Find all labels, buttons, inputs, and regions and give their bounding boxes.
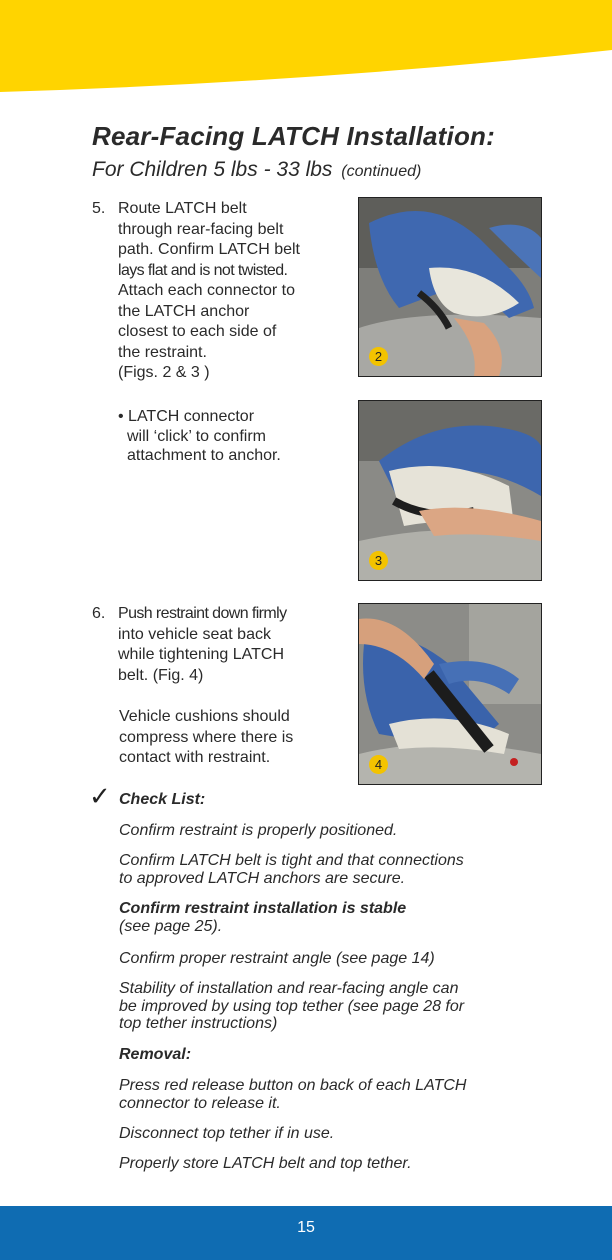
checklist-line: Confirm LATCH belt is tight and that connections (119, 852, 464, 869)
figure-3-badge: 3 (369, 551, 388, 570)
checklist-line: Stability of installation and rear-facing angle can (119, 980, 459, 997)
step-5-text (118, 199, 338, 384)
step-6-line: belt. (Fig. 4) (118, 666, 204, 684)
footer-bar (0, 1206, 612, 1260)
step-6-note (119, 707, 293, 769)
page-title: Rear-Facing LATCH Installation: (92, 121, 495, 151)
page-subtitle (92, 158, 421, 182)
figure-4-badge: 4 (369, 755, 388, 774)
checklist-item (119, 950, 549, 968)
figure-2-illustration (359, 198, 541, 376)
step-5-line: Route LATCH belt (118, 200, 247, 217)
figure-2-badge: 2 (369, 347, 388, 366)
step-5-line: through rear-facing belt (118, 220, 284, 238)
checklist-item (119, 980, 549, 1033)
checklist-line: (see page 25). (119, 917, 223, 935)
step-6-line: Push restraint down firmly (118, 605, 287, 622)
step-5-line: (Figs. 2 & 3 ) (118, 364, 210, 381)
step-5-line: path. Confirm LATCH belt (118, 241, 300, 258)
step-6-line: into vehicle seat back (118, 625, 271, 643)
removal-item (119, 1155, 549, 1173)
removal-line: Press red release button on back of each LATCH (119, 1077, 467, 1094)
checklist-item (119, 822, 549, 840)
removal-title-text: Removal: (119, 1046, 192, 1063)
step-5-number: 5. (92, 200, 106, 217)
checklist-line: top tether instructions) (119, 1015, 278, 1032)
note-line: contact with restraint. (119, 749, 271, 766)
step-5-bullet (118, 407, 281, 466)
checklist-line: be improved by using top tether (see page 28 for (119, 997, 465, 1015)
page-number: 15 (297, 1219, 315, 1236)
top-banner (0, 0, 612, 100)
checklist-line: Confirm restraint is properly positioned. (119, 822, 398, 839)
checklist-line: Confirm restraint installation is stable (119, 900, 407, 917)
step-6-text (118, 604, 338, 686)
figure-3-photo (358, 400, 542, 581)
step-5-line: closest to each side of (118, 323, 277, 340)
removal-title (119, 1046, 549, 1064)
note-line: compress where there is (119, 728, 294, 746)
removal-line: Properly store LATCH belt and top tether. (119, 1155, 412, 1172)
subtitle-note: (continued) (341, 163, 422, 180)
removal-item (119, 1125, 549, 1143)
checklist-item (119, 900, 549, 935)
figure-4-illustration (359, 604, 541, 784)
removal-line: Disconnect top tether if in use. (119, 1125, 335, 1142)
removal-line: connector to release it. (119, 1094, 281, 1112)
step-5-line: lays flat and is not twisted. (118, 261, 288, 279)
figure-3-illustration (359, 401, 541, 580)
step-5-line: Attach each connector to (118, 282, 295, 299)
note-line: Vehicle cushions should (119, 708, 290, 725)
checklist-line: Confirm proper restraint angle (see page 14) (119, 950, 435, 967)
bullet-line: will ‘click’ to confirm (127, 427, 266, 445)
step-6-line: while tightening LATCH (118, 646, 285, 663)
bullet-line: attachment to anchor. (127, 447, 281, 464)
checklist-line: to approved LATCH anchors are secure. (119, 869, 406, 887)
step-5-line: the LATCH anchor (118, 302, 250, 320)
checklist-title: Check List: (119, 791, 206, 808)
figure-4-photo (358, 603, 542, 785)
removal-item (119, 1077, 549, 1112)
check-mark-icon: ✓ (89, 782, 111, 812)
step-6-number: 6. (92, 605, 106, 622)
step-5-line: the restraint. (118, 343, 207, 361)
figure-2-photo (358, 197, 542, 377)
bullet-line: • LATCH connector (118, 408, 255, 425)
subtitle-text: For Children 5 lbs - 33 lbs (92, 158, 333, 181)
banner-shape (0, 0, 612, 92)
checklist-item (119, 852, 549, 887)
